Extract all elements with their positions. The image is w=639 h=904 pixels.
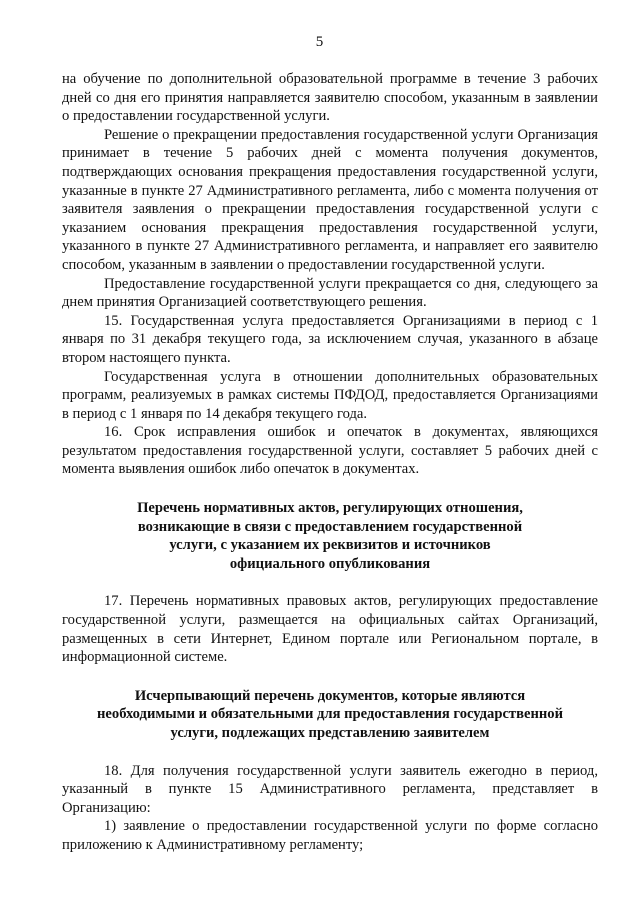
paragraph-15-pfdod: Государственная услуга в отношении дополнительных образовательных программ, реализуемых в рамках системы ПФДОД, предоставляется Организациями в период с 1 января по 14 декабря текущего года. — [62, 368, 598, 422]
paragraph-17: 17. Перечень нормативных правовых актов, регулирующих предоставление государственной услуги, размещается на официальных сайтах Организаций, размещенных в сети Интернет, Едином портале или Региональном портале, в информационной системе. — [62, 593, 598, 666]
spacer — [62, 479, 598, 499]
paragraph-termination-decision: Решение о прекращении предоставления государственной услуги Организация принимает в течение 5 рабочих дней с момента получения документов, подтверждающих основания прекращения предоставления государственной услуги, указанные в пункте 27 Административного регламента, либо с момента получения от заявителя заявления о прекращении предоставления государственной услуги с указанием основания прекращения предоставления государственной услуги, указанного в пункте 27 Административного регламента, и направляет его заявителю способом, указанным в заявлении о предоставлении государственной услуги. — [62, 126, 598, 273]
heading-line: услуги, подлежащих представлению заявителем — [170, 725, 490, 741]
section-heading-documents — [62, 687, 598, 743]
heading-line: Перечень нормативных актов, регулирующих отношения, — [137, 500, 523, 517]
paragraph-termination-date: Предоставление государственной услуги прекращается со дня, следующего за днем принятия Организацией соответствующего решения. — [62, 275, 598, 311]
spacer — [62, 743, 598, 762]
paragraph-18: 18. Для получения государственной услуги заявитель ежегодно в период, указанный в пункте 15 Административного регламента, представляет в Организацию: — [62, 762, 598, 816]
spacer — [62, 573, 598, 592]
heading-line: возникающие в связи с предоставлением государственной — [137, 518, 523, 535]
paragraph-16: 16. Срок исправления ошибок и опечаток в документах, являющихся результатом предоставления государственной услуги, составляет 5 рабочих дней с момента выявления ошибок либо опечаток в документах. — [62, 424, 598, 478]
page-number: 5 — [315, 34, 324, 50]
paragraph-15: 15. Государственная услуга предоставляется Организациями в период с 1 января по 31 декабря текущего года, за исключением случая, указанного в абзаце втором настоящего пункта. — [62, 312, 598, 366]
document-body — [62, 70, 598, 855]
spacer — [62, 667, 598, 687]
section-heading-normative-acts — [62, 499, 598, 573]
paragraph-continuation: на обучение по дополнительной образовательной программе в течение 3 рабочих дней со дня его принятия направляется заявителю способом, указанным в заявлении о предоставлении государственной услуги. — [62, 71, 598, 125]
heading-line: услуги, с указанием их реквизитов и источников — [169, 537, 491, 554]
paragraph-18-item-1: 1) заявление о предоставлении государственной услуги по форме согласно приложению к Административному регламенту; — [62, 818, 598, 853]
heading-line: официального опубликования — [229, 555, 431, 572]
heading-line: Исчерпывающий перечень документов, которые являются — [134, 687, 526, 704]
heading-line: необходимыми и обязательными для предоставления государственной — [97, 706, 563, 723]
